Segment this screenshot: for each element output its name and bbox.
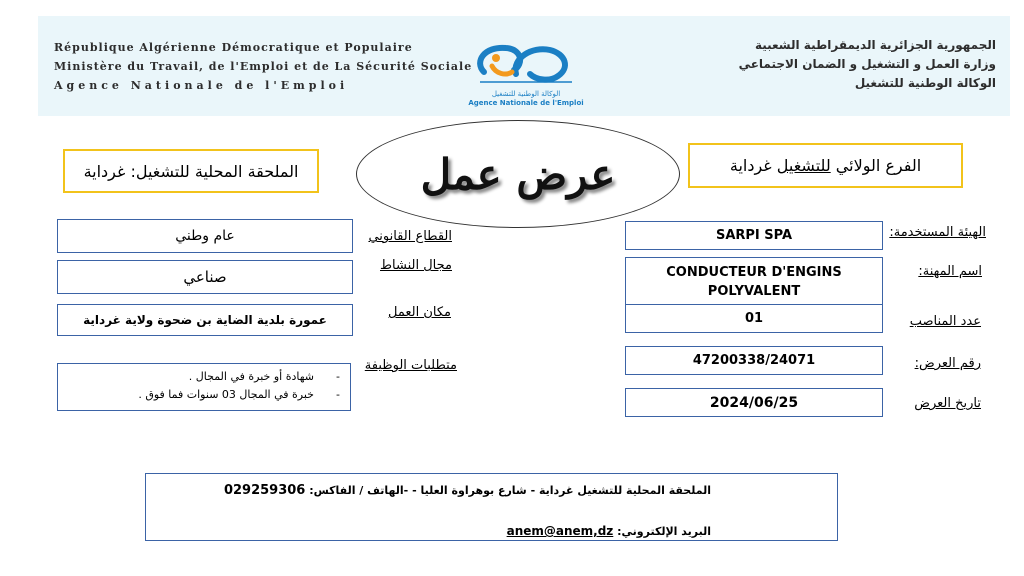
letterhead [38,16,1010,116]
letterhead-fr-republic: République Algérienne Démocratique et Populaire [54,41,413,54]
profession-label: اسم المهنة: [918,264,982,279]
anem-logo [466,38,586,110]
wilaya-branch-box [688,143,963,188]
offer-date-label: تاريخ العرض [914,396,981,411]
job-offer-title-ellipse [356,120,680,228]
contact-footer [145,473,838,541]
local-annex-box [63,149,319,193]
letterhead-ar-republic: الجمهورية الجزائرية الديمقراطية الشعبية [754,38,996,52]
list-item: -شهادة أو خبرة في المجال . [188,370,340,383]
logo-french-caption: Agence Nationale de l'Emploi [468,99,584,107]
footer-address-line: الملحقة المحلية للتشغيل غرداية - شارع بوهراوة العليا - -الهاتف / الفاكس: 029259306 [223,483,711,498]
employer-value: SARPI SPA [625,221,883,250]
footer-phone: 029259306 [223,483,306,498]
letterhead-ar-agency: الوكالة الوطنية للتشغيل [854,76,996,90]
activity-field-label: مجال النشاط [380,258,452,273]
profession-value [625,257,883,306]
legal-sector-label: القطاع القانوني [368,229,452,244]
list-item: -خبرة في المجال 03 سنوات فما فوق . [138,388,340,401]
footer-email-line: البريد الإلكتروني: anem@anem,dz [506,524,711,538]
letterhead-ar-ministry: وزارة العمل و التشغيل و الضمان الاجتماعي [738,57,996,71]
letterhead-french [54,38,472,95]
offer-date-value: 2024/06/25 [625,388,883,417]
logo-arabic-caption: الوكالة الوطنية للتشغيل [491,90,561,98]
requirements-label: متطلبات الوظيفة [364,358,457,373]
offer-number-label: رقم العرض: [914,356,981,371]
legal-sector-value: عام وطني [57,219,353,253]
requirements-list [57,363,351,411]
workplace-label: مكان العمل [388,305,451,320]
profession-line-1: CONDUCTEUR D'ENGINS [666,264,842,280]
workplace-value: عمورة بلدية الضاية بن ضحوة ولاية غرداية [57,304,353,336]
wilaya-branch-title: الفرع الولائي للتشغيل غرداية [729,156,922,175]
letterhead-fr-ministry: Ministère du Travail, de l'Emploi et de La Sécurité Sociale [54,60,473,73]
positions-label: عدد المناصب [909,314,981,329]
employer-label: الهيئة المستخدمة: [889,225,986,240]
job-offer-title: عرض عمل [420,149,616,199]
positions-value: 01 [625,304,883,333]
footer-email-link[interactable]: anem@anem,dz [506,524,614,538]
activity-field-value: صناعي [57,260,353,294]
profession-line-2: POLYVALENT [707,283,801,299]
letterhead-fr-agency: Agence Nationale de l'Emploi [54,79,349,92]
local-annex-title: الملحقة المحلية للتشغيل: غرداية [83,161,299,181]
anem-logo-icon [466,38,586,90]
offer-number-value: 47200338/24071 [625,346,883,375]
letterhead-arabic [739,36,996,93]
